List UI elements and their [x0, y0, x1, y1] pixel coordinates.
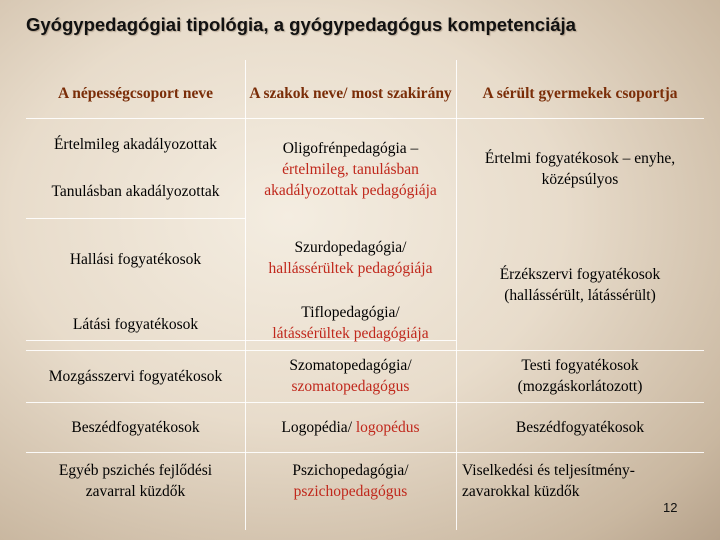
slide-title: Gyógypedagógiai tipológia, a gyógypedagógus kompetenciája — [26, 14, 576, 35]
specialty-description: logopédus — [355, 418, 420, 436]
population-intellectual: Értelmileg akadályozottak — [53, 135, 218, 153]
header-child-group: A sérült gyermekek csoportja — [482, 84, 678, 102]
population-hearing: Hallási fogyatékosok — [69, 250, 202, 268]
specialty-somatopedagogy — [245, 350, 456, 402]
population-psychological: Egyéb pszichés fejlődési zavarral küzdők — [58, 462, 213, 500]
population-learning: Tanulásban akadályozottak — [51, 182, 220, 200]
specialty-name: Szurdopedagógia/ — [294, 239, 407, 256]
specialty-name: Pszichopedagógia/ — [292, 462, 409, 479]
row-divider — [26, 118, 704, 119]
group-sensory-disability — [456, 220, 704, 350]
row-divider — [26, 452, 704, 453]
group-intellectual-disability: Értelmi fogyatékosok – enyhe, középsúlyos — [484, 150, 676, 188]
specialty-surdopedagogy — [245, 220, 456, 296]
specialty-logopedics — [245, 402, 456, 452]
specialty-description: szomatopedagógus — [291, 378, 410, 395]
group-physical-disability: Testi fogyatékosok (mozgáskorlátozott) — [517, 357, 643, 395]
group-name: Érzékszervi fogyatékosok — [499, 266, 661, 283]
specialty-name: Oligofrénpedagógia – — [282, 139, 419, 157]
specialty-description: pszichopedagógus — [293, 483, 408, 500]
page-number: 12 — [663, 500, 678, 515]
specialty-description: értelmileg, tanulásban akadályozottak pedagógiája — [264, 160, 437, 199]
header-population-group: A népességcsoport neve — [58, 84, 213, 102]
typology-table — [26, 60, 704, 530]
population-motor: Mozgásszervi fogyatékosok — [48, 367, 223, 385]
specialty-name: Tiflopedagógia/ — [301, 304, 400, 321]
specialty-psychopedagogy — [245, 454, 456, 508]
group-detail: (hallássérült, látássérült) — [504, 287, 656, 304]
group-behavioral-disorder: Viselkedési és teljesítmény- zavarokkal küzdők — [462, 462, 635, 500]
header-specialty-name: A szakok neve/ most szakirány — [249, 84, 452, 102]
specialty-description: hallássérültek pedagógiája — [268, 260, 433, 277]
specialty-typhlopedagogy — [245, 296, 456, 350]
specialty-name: Logopédia/ — [281, 418, 352, 436]
population-vision: Látási fogyatékosok — [72, 315, 199, 333]
population-speech: Beszédfogyatékosok — [71, 418, 200, 436]
row-divider — [26, 218, 245, 219]
specialty-name: Szomatopedagógia/ — [289, 357, 412, 374]
specialty-description: látássérültek pedagógiája — [272, 325, 429, 342]
group-speech-disability: Beszédfogyatékosok — [515, 418, 645, 436]
specialty-oligophrenopedagogy — [245, 120, 456, 218]
